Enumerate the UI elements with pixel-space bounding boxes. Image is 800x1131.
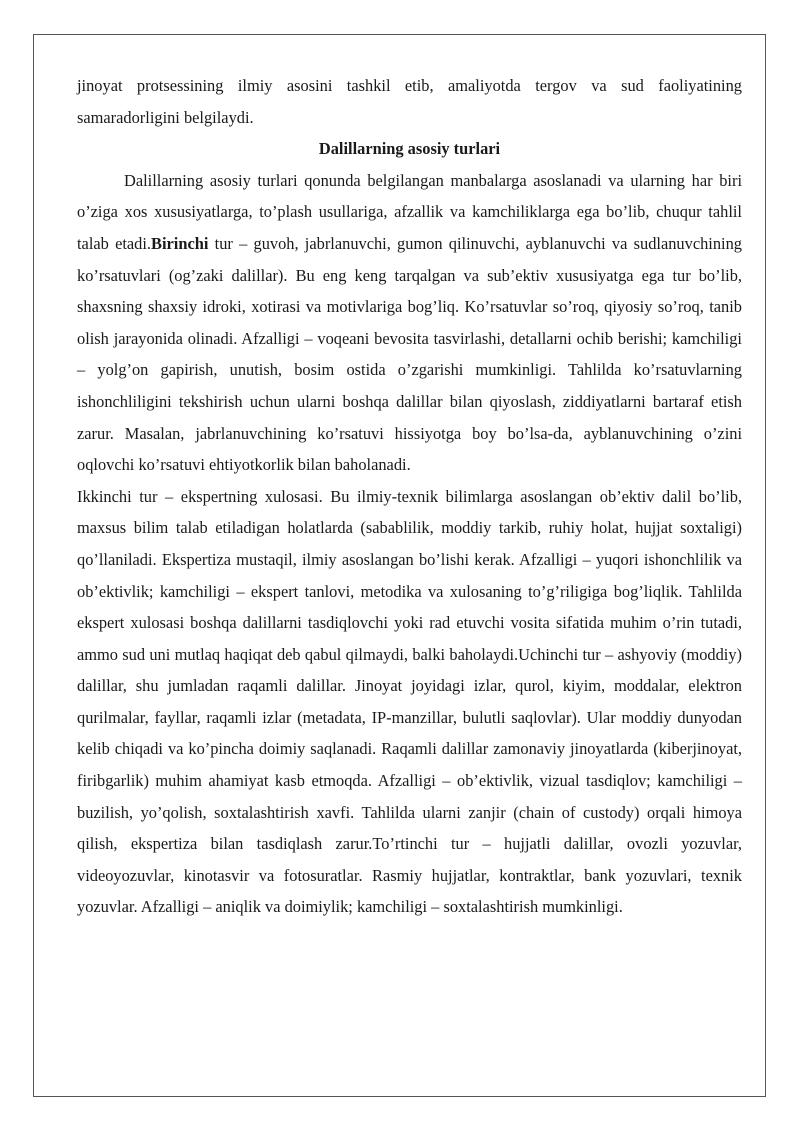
intro-paragraph: jinoyat protsessining ilmiy asosini tashkil etib, amaliyotda tergov va sud faoliyatining samaradorligini belgilaydi. <box>77 76 742 127</box>
second-paragraph: Ikkinchi tur – ekspertning xulosasi. Bu ilmiy-texnik bilimlarga asoslangan ob’ektiv dalil bo’lib, maxsus bilim talab etiladigan holatlarda (sabablilik, moddiy tarkib, ruhiy holat, hujjat soxtaligi) qo’llaniladi. Ekspertiza mustaqil, ilmiy asoslangan bo’lishi kerak. Afzalligi – yuqori ishonchlilik va ob’ektivlik; kamchiligi – ekspert tanlovi, metodika va xulosaning to’g’riligiga bog’liqlik. Tahlilda ekspert xulosasi boshqa dalillarni tasdiqlovchi yoki rad etuvchi vosita sifatida muhim o’rin tutadi, ammo sud uni mutlaq haqiqat deb qabul qilmaydi, balki baholaydi.Uchinchi tur – ashyoviy (moddiy) dalillar, shu jumladan raqamli dalillar. Jinoyat joyidagi izlar, qurol, kiyim, moddalar, elektron qurilmalar, fayllar, raqamli izlar (metadata, IP-manzillar, bulutli saqlovlar). Ular moddiy dunyodan kelib chiqadi va ko’pincha doimiy saqlanadi. Raqamli dalillar zamonaviy jinoyatlarda (kiberjinoyat, firibgarlik) muhim ahamiyat kasb etmoqda. Afzalligi – ob’ektivlik, vizual tasdiqlov; kamchiligi – buzilish, yo’qolish, soxtalashtirish xavfi. Tahlilda ularni zanjir (chain of custody) orqali himoya qilish, ekspertiza bilan tasdiqlash zarur.To’rtinchi tur – hujjatli dalillar, ovozli yozuvlar, videoyozuvlar, kinotasvir va fotosuratlar. Rasmiy hujjatlar, kontraktlar, bank yozuvlari, texnik yozuvlar. Afzalligi – aniqlik va doimiylik; kamchiligi – soxtalashtirish mumkinligi. <box>77 486 742 917</box>
main-paragraph-start: Dalillarning asosiy turlari qonunda belgilangan manbalarga asoslanadi va ularning har biri o’ziga xos xususiyatlarga, to’plash usullariga, afzallik va kamchiliklarga ega bo’lib, chuqur tahlil talab etadi. <box>77 170 742 253</box>
section-heading: Dalillarning asosiy turlari <box>318 139 501 159</box>
main-paragraph-rest: tur – guvoh, jabrlanuvchi, gumon qilinuvchi, ayblanuvchi va sudlanuvchining ko’rsatuvlari (og’zaki dalillar). Bu eng keng tarqalgan va sub’ektiv xususiyatga ega tur bo’lib, shaxsning shaxsiy idroki, xotirasi va motivlariga bog’liq. Ko’rsatuvlar so’roq, qiyosiy so’roq, tanib olish jarayonida olinadi. Afzalligi – voqeani bevosita tasvirlashi, detallarni ochib berishi; kamchiligi – yolg’on gapirish, unutish, bosim ostida o’zgarishi mumkinligi. Tahlilda ko’rsatuvlarning ishonchliligini tekshirish uchun ularni boshqa dalillar bilan qiyoslash, ziddiyatlarni bartaraf etish zarur. Masalan, jabrlanuvchining ko’rsatuvi hissiyotga boy bo’lsa-da, ayblanuvchining o’zini oqlovchi ko’rsatuvi ehtiyotkorlik bilan baholanadi. <box>77 233 742 475</box>
main-paragraph <box>77 165 742 481</box>
main-paragraph-bold: Birinchi <box>151 233 209 253</box>
document-body <box>77 70 742 923</box>
